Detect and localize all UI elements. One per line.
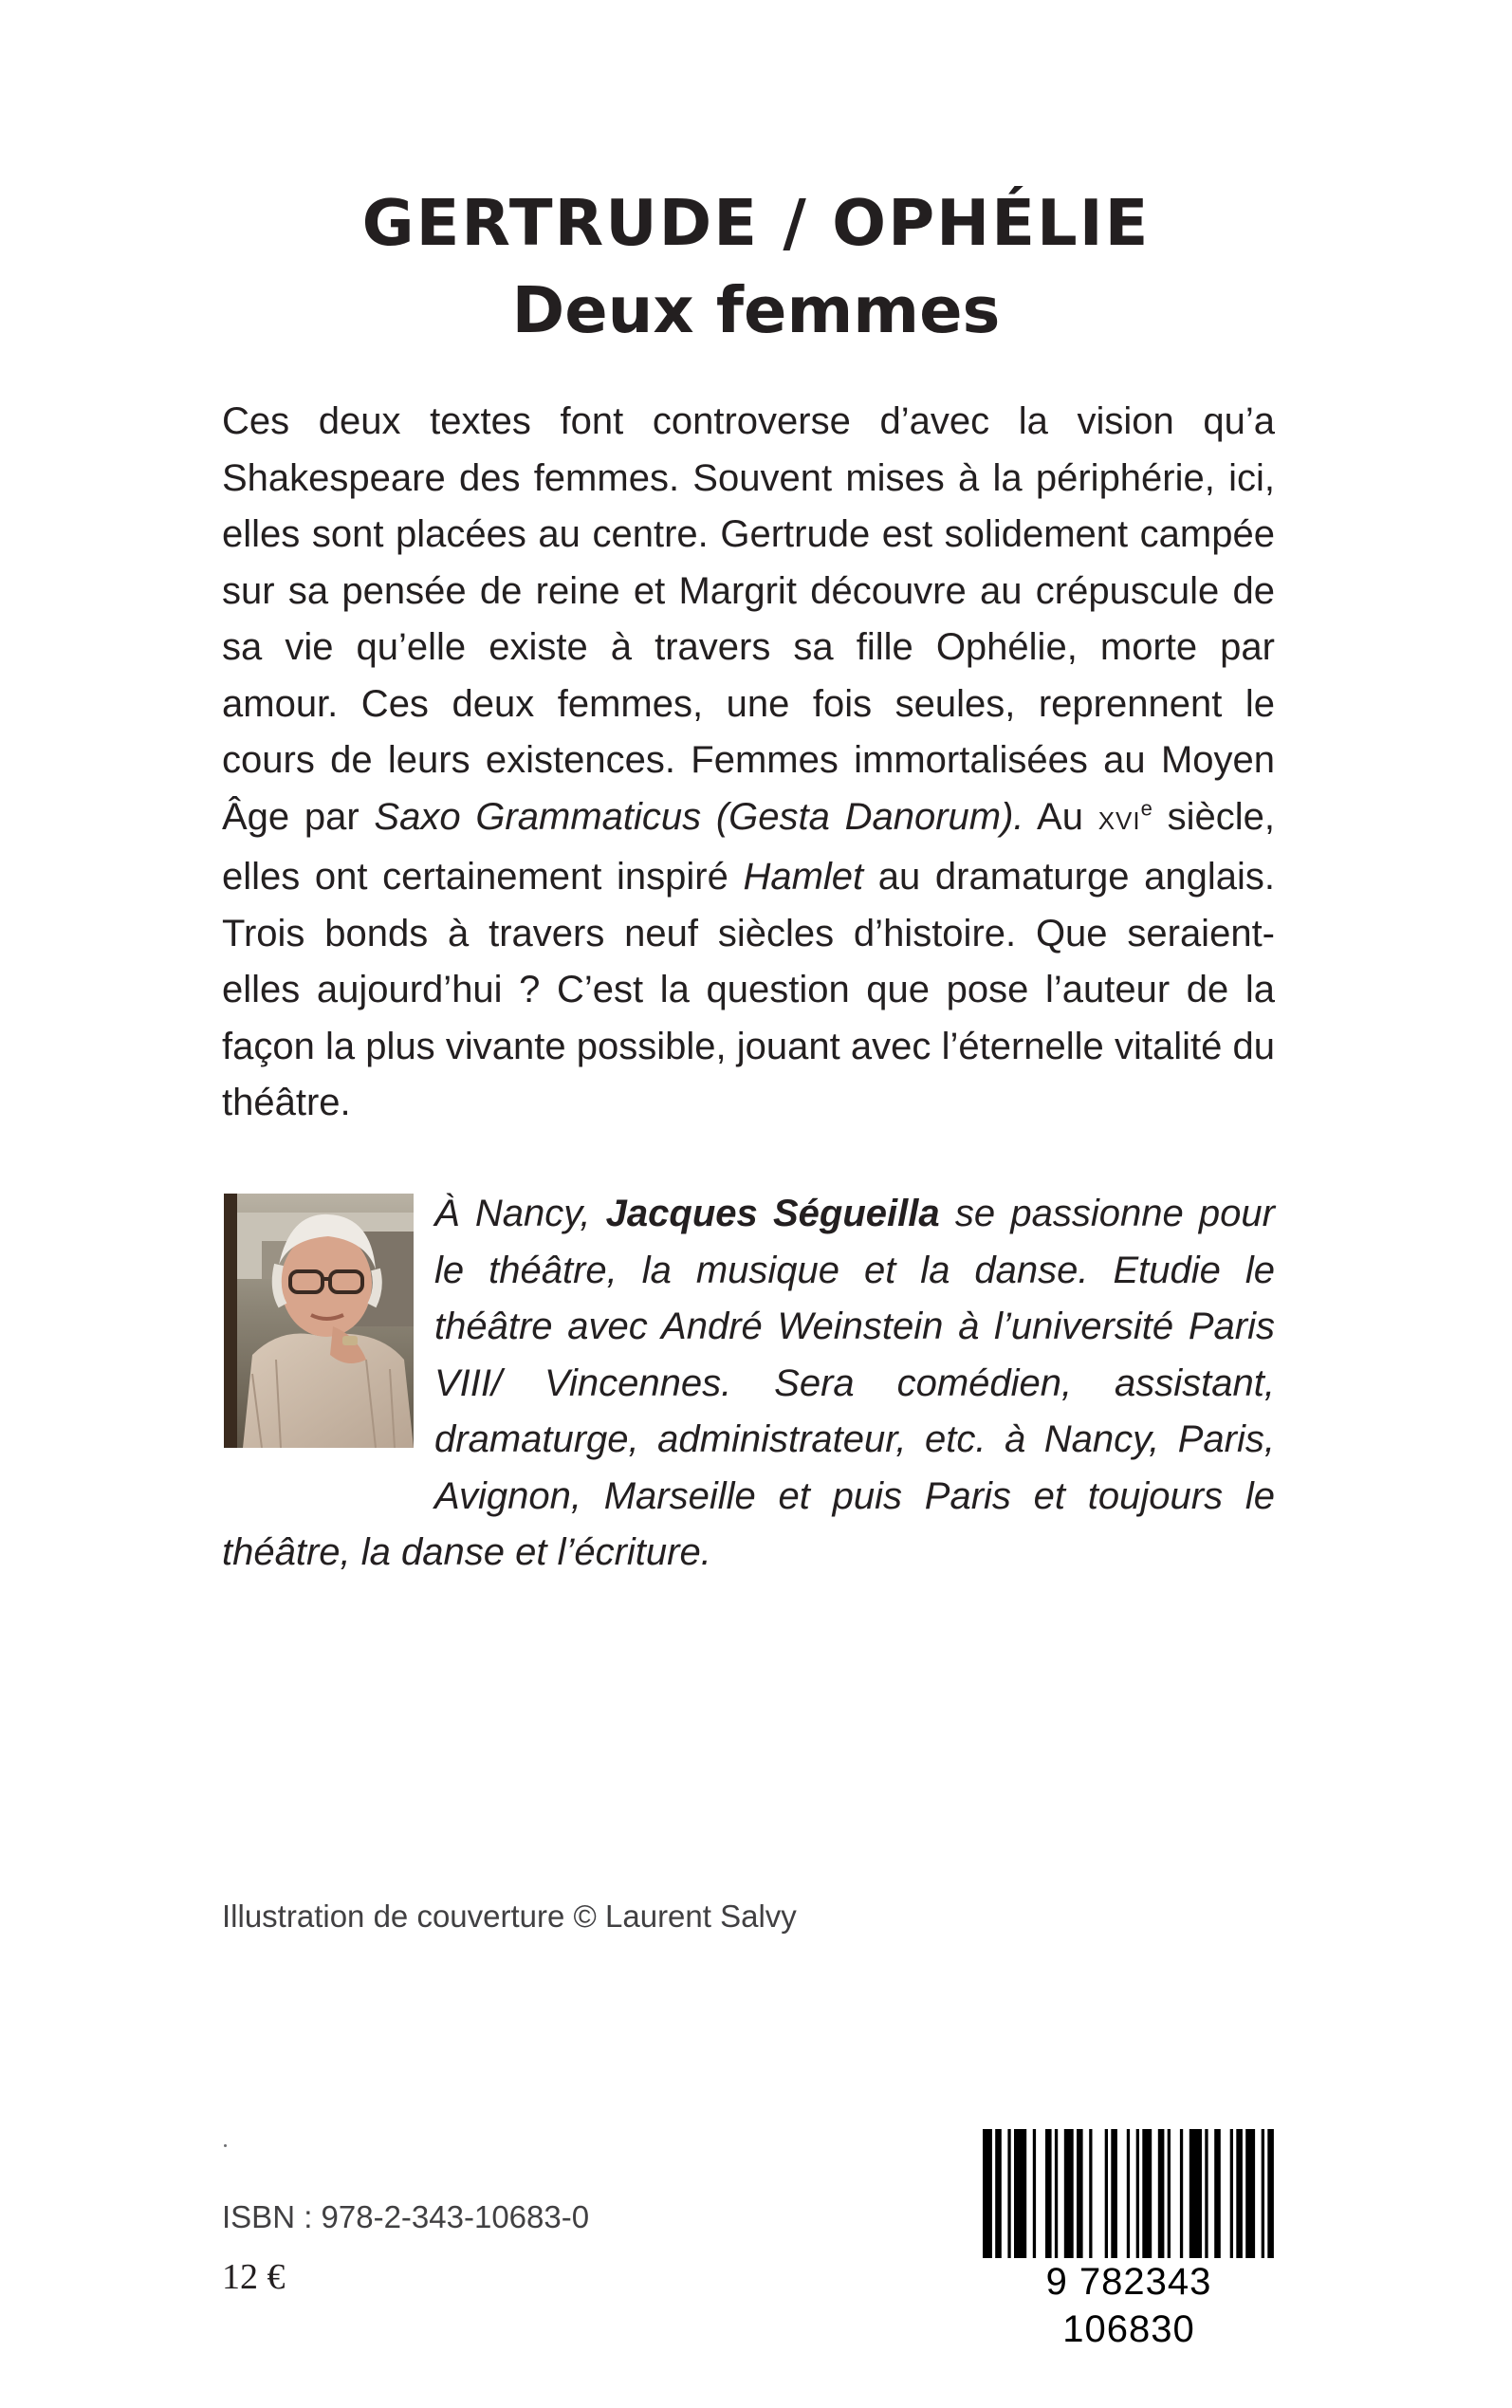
cover-illustration-credit: Illustration de couverture © Laurent Salvy — [222, 1899, 797, 1934]
back-cover-summary — [222, 394, 1275, 1132]
summary-text-4: au dramaturge anglais. Trois bonds à travers neuf siècles d’histoire. Que seraient-elles aujourd’hui ? C’est la question que pose l’auteur de la façon la plus vivante possible, jouant avec l’éternelle vitalité du théâtre. — [222, 856, 1275, 1123]
barcode-bar — [1105, 2129, 1108, 2271]
barcode-bar — [1230, 2129, 1233, 2271]
summary-text-1: Ces deux textes font controverse d’avec la vision qu’a Shakespeare des femmes. Souvent mises à la périphérie, ici, elles sont placées au centre. Gertrude est solidement campée sur sa pensée de reine et Margrit découvre au crépuscule de sa vie qu’elle existe à travers sa fille Ophélie, morte par amour. Ces deux femmes, une fois seules, reprennent le cours de leurs existences. Femmes immortalisées au Moyen Âge par — [222, 400, 1275, 838]
barcode-bar — [1055, 2129, 1058, 2271]
summary-century-sup: e — [1140, 796, 1152, 821]
barcode-bar — [1014, 2129, 1026, 2271]
author-bio-text: se passionne pour le théâtre, la musique et la danse. Etudie le théâtre avec André Weinstein à l’université Paris VIII/ Vincennes. Sera comédien, assistant, dramaturge, administrateur, etc. à Nancy, Paris, Avignon, Marseille et puis Paris et toujours le théâtre, la danse et l’écriture. — [222, 1193, 1275, 1573]
book-subtitle: Deux femmes — [511, 273, 1001, 347]
summary-italic-source: Saxo Grammaticus (Gesta Danorum). — [374, 795, 1024, 838]
barcode-bar — [1111, 2129, 1117, 2271]
summary-text-3: siècle, elles ont certainement inspiré — [222, 795, 1275, 898]
barcode-bar — [1205, 2129, 1208, 2271]
author-name: Jacques Ségueilla — [605, 1193, 940, 1234]
barcode-bar — [1007, 2129, 1010, 2271]
barcode-bar — [1033, 2129, 1036, 2271]
barcode-bar — [1236, 2129, 1243, 2271]
barcode-bar — [1180, 2129, 1183, 2271]
barcode-bar — [983, 2129, 992, 2271]
barcode-bar — [1127, 2129, 1130, 2271]
book-title: GERTRUDE / OPHÉLIE — [361, 186, 1151, 260]
barcode-bar — [1142, 2129, 1152, 2271]
barcode-bar — [1158, 2129, 1165, 2271]
barcode-bar — [1267, 2129, 1274, 2271]
barcode-bar — [1045, 2129, 1052, 2271]
barcode-bar — [1168, 2129, 1171, 2271]
barcode-bar — [1262, 2129, 1264, 2271]
summary-italic-hamlet: Hamlet — [743, 856, 864, 898]
barcode-bar — [1064, 2129, 1074, 2271]
book-price: 12 € — [222, 2257, 286, 2297]
author-bio-intro: À Nancy, — [434, 1193, 606, 1234]
barcode-bar — [1077, 2129, 1083, 2271]
barcode-digits: 9 782343 106830 — [977, 2258, 1281, 2353]
barcode-bar — [1214, 2129, 1221, 2271]
barcode-bar — [1189, 2129, 1202, 2271]
barcode-bar — [995, 2129, 1002, 2271]
barcode-bar — [1089, 2129, 1092, 2271]
summary-text-2: Au — [1023, 795, 1098, 838]
small-dot-mark — [224, 2144, 227, 2147]
barcode-bar — [1245, 2129, 1255, 2271]
isbn-number: ISBN : 978-2-343-10683-0 — [222, 2199, 590, 2234]
photo-spacer — [222, 1186, 434, 1469]
summary-century: XVI — [1097, 806, 1141, 835]
barcode-bar — [1136, 2129, 1139, 2271]
author-bio — [222, 1186, 1275, 1582]
